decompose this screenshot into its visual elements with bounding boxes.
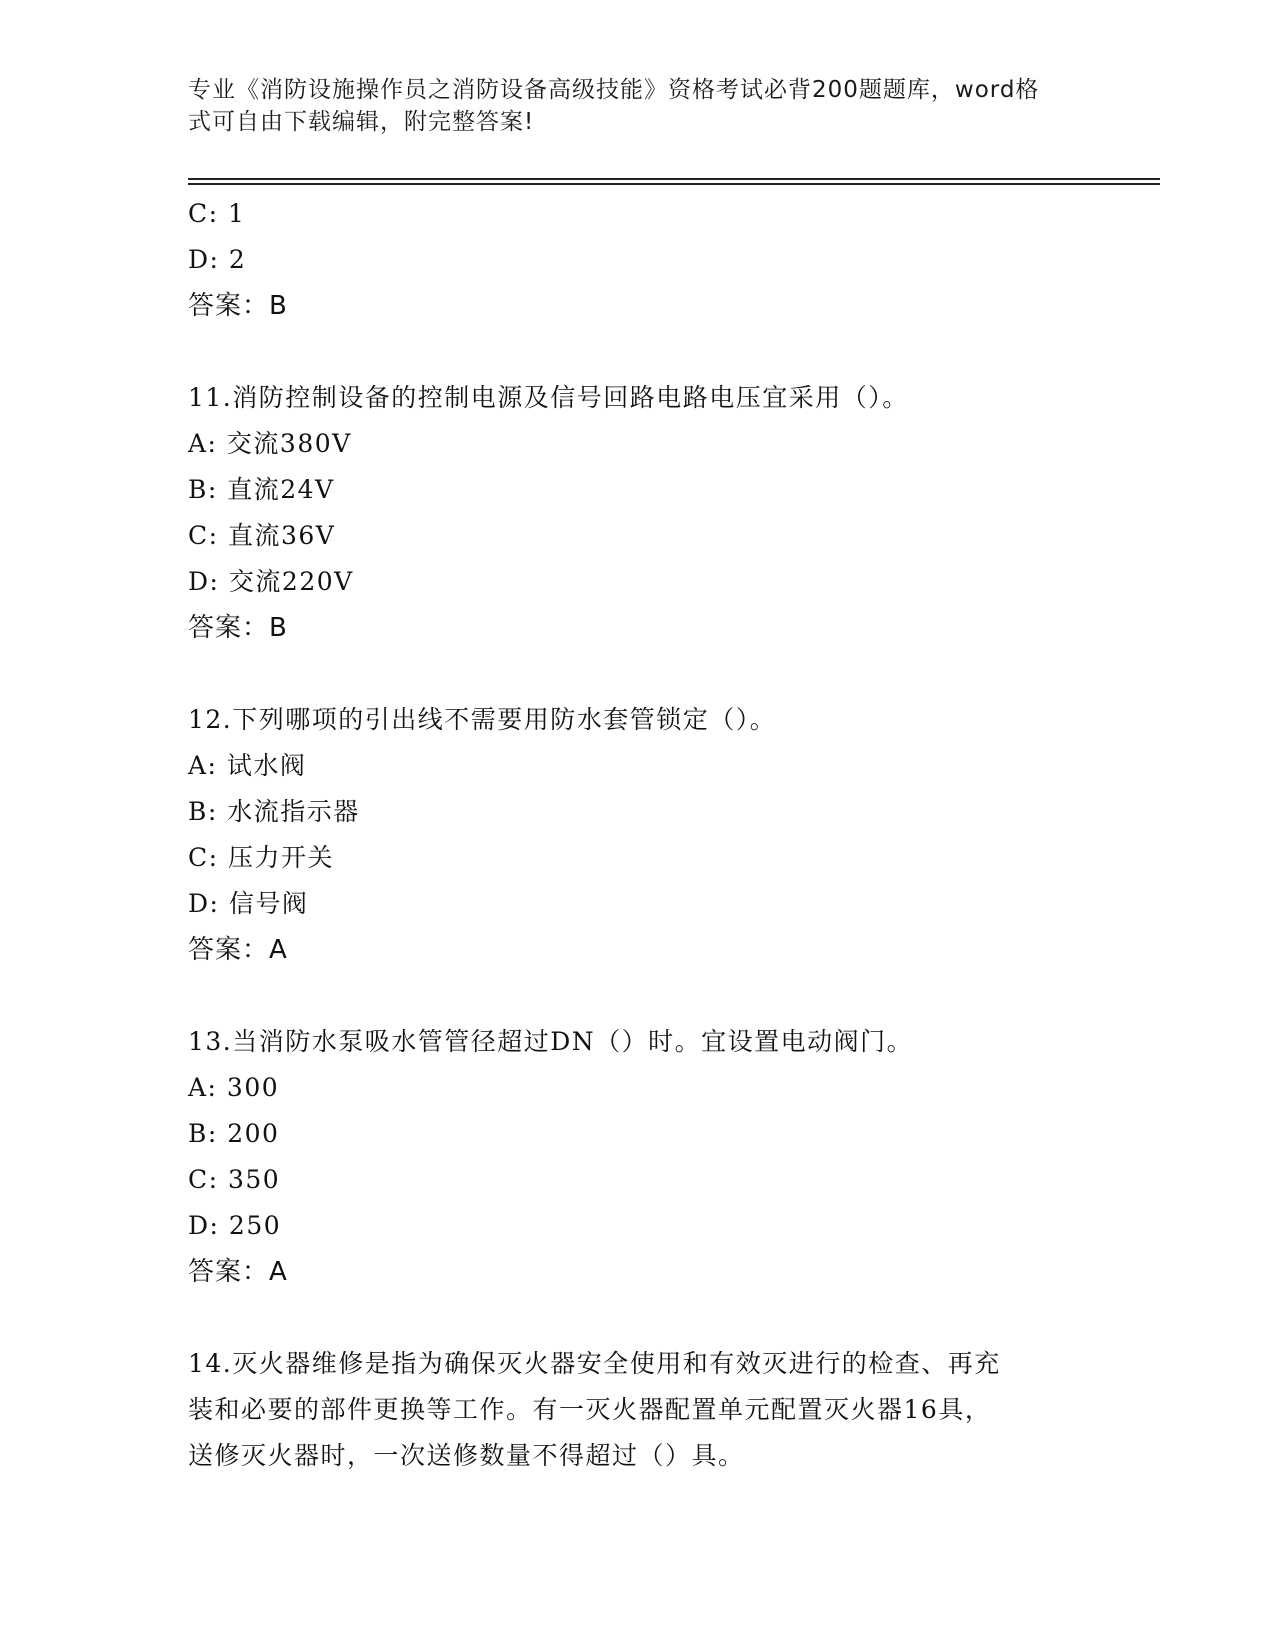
answer-label: 答案：B bbox=[188, 613, 288, 643]
header-divider-top bbox=[188, 178, 1160, 180]
answer-label: 答案：A bbox=[188, 1257, 288, 1287]
answer-label: 答案：A bbox=[188, 935, 288, 965]
option-c: C: 直流36V bbox=[188, 521, 336, 550]
header-line-1: 专业《消防设施操作员之消防设备高级技能》资格考试必背200题题库，word格 bbox=[188, 77, 1040, 103]
answer-label: 答案：B bbox=[188, 291, 288, 321]
option-d: D: 交流220V bbox=[188, 567, 354, 596]
question-stem-14 bbox=[188, 1341, 1088, 1479]
question-stem-line: 14.灭火器维修是指为确保灭火器安全使用和有效灭进行的检查、再充 bbox=[188, 1349, 1001, 1378]
option-d: D: 信号阀 bbox=[188, 889, 309, 918]
question-stem-line: 送修灭火器时，一次送修数量不得超过（）具。 bbox=[188, 1441, 745, 1470]
option-c: C: 1 bbox=[188, 199, 246, 228]
header-divider-bottom bbox=[188, 183, 1160, 185]
header-line-2: 式可自由下载编辑，附完整答案! bbox=[188, 109, 535, 135]
option-a: A: 300 bbox=[188, 1073, 280, 1102]
option-b: B: 200 bbox=[188, 1119, 280, 1148]
option-a: A: 试水阀 bbox=[188, 751, 307, 780]
question-stem-13: 13.当消防水泵吸水管管径超过DN（）时。宜设置电动阀门。 bbox=[188, 1027, 914, 1056]
option-c: C: 350 bbox=[188, 1165, 281, 1194]
question-content bbox=[188, 191, 1088, 1479]
option-d: D: 2 bbox=[188, 245, 247, 274]
option-d: D: 250 bbox=[188, 1211, 282, 1240]
document-header bbox=[188, 74, 1088, 138]
question-stem-11: 11.消防控制设备的控制电源及信号回路电路电压宜采用（）。 bbox=[188, 383, 909, 412]
option-b: B: 水流指示器 bbox=[188, 797, 360, 826]
question-stem-12: 12.下列哪项的引出线不需要用防水套管锁定（）。 bbox=[188, 705, 777, 734]
option-b: B: 直流24V bbox=[188, 475, 335, 504]
option-a: A: 交流380V bbox=[188, 429, 352, 458]
option-c: C: 压力开关 bbox=[188, 843, 334, 872]
question-stem-line: 装和必要的部件更换等工作。有一灭火器配置单元配置灭火器16具， bbox=[188, 1395, 992, 1424]
